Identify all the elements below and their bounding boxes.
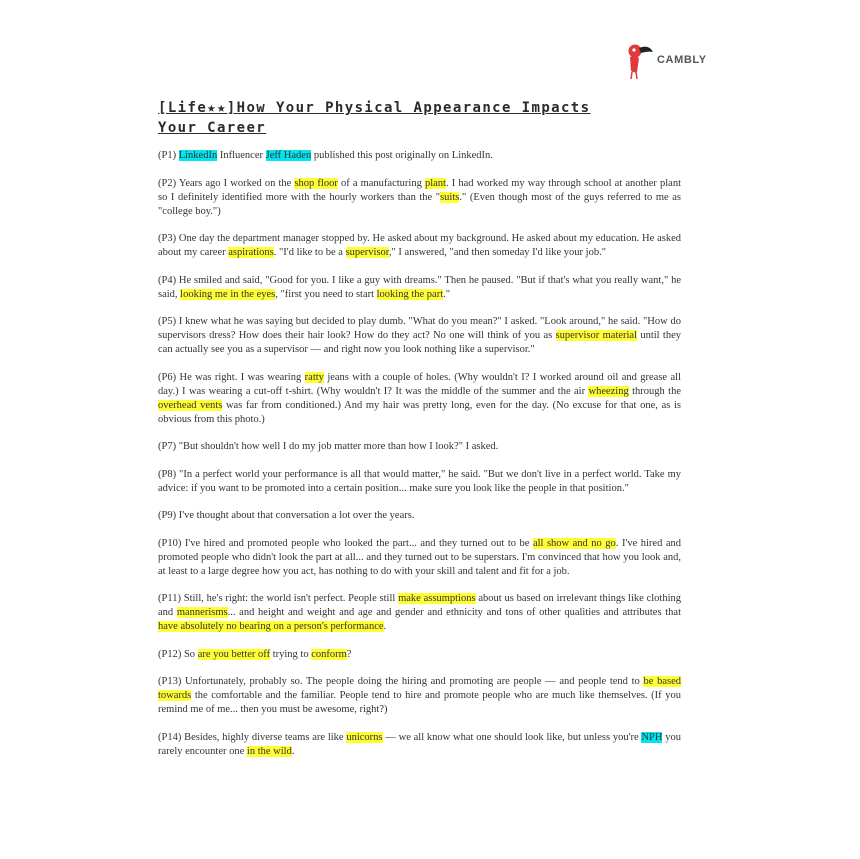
highlighted-term: aspirations bbox=[228, 247, 274, 258]
text-run: you rarely encounter one bbox=[158, 731, 681, 757]
text-run: (P14) Besides, highly diverse teams are like bbox=[158, 731, 347, 743]
paragraph-3 bbox=[158, 232, 681, 260]
text-run: jeans with a couple of holes. (Why wouldn't I? I worked around oil and grease all day.) I was wearing a cut-off t-shirt. (Why wouldn't I? It was the middle of the summer and the air bbox=[158, 371, 681, 397]
text-run: . bbox=[291, 745, 295, 757]
text-run: (P5) I knew what he was saying but decided to play dumb. "What do you mean?" I asked. "Look around," he said. "How do supervisors dress? How does their hair look? How do they act? No one will think of you as bbox=[158, 316, 681, 341]
highlighted-term: make assumptions bbox=[398, 593, 476, 604]
text-run: (P4) He smiled and said, "Good for you. I like a guy with dreams." Then he paused. "But if that's what you really want," he said, bbox=[158, 274, 681, 300]
text-run: ." bbox=[443, 288, 451, 300]
text-run: of a manufacturing bbox=[337, 177, 425, 189]
highlighted-term: conform bbox=[311, 648, 347, 660]
text-run: Influencer bbox=[217, 150, 266, 161]
highlighted-term: shop floor bbox=[294, 177, 338, 189]
highlighted-name: LinkedIn bbox=[178, 150, 218, 161]
paragraph-2 bbox=[158, 177, 681, 219]
text-run: ? bbox=[346, 648, 352, 660]
text-run: about us based on irrelevant things like clothing and bbox=[158, 593, 682, 618]
paragraph-8 bbox=[158, 468, 681, 496]
text-run: through the bbox=[628, 385, 682, 397]
paragraph-11 bbox=[158, 592, 681, 634]
article-body bbox=[158, 149, 681, 772]
highlighted-term: wheezing bbox=[588, 385, 629, 397]
highlighted-term: in the wild bbox=[246, 745, 292, 757]
highlighted-term: overhead vents bbox=[158, 399, 223, 411]
text-run: ," I answered, "and then someday I'd like your job." bbox=[388, 247, 607, 258]
highlighted-term: ratty bbox=[304, 371, 324, 383]
paragraph-4 bbox=[158, 274, 681, 302]
highlighted-term: supervisor bbox=[345, 247, 389, 258]
text-run: was far from conditioned.) And my hair was pretty long, even for the day. (No excuse for that one, as is obvious from this photo.) bbox=[158, 399, 681, 425]
highlighted-name: NPH bbox=[641, 731, 663, 743]
text-run: ... and height and weight and age and gender and ethnicity and tons of other qualities and attributes that bbox=[227, 607, 681, 618]
text-run: published this post originally on LinkedIn. bbox=[311, 150, 493, 161]
text-run: . I've hired and promoted people who didn't look the part at all... and they turned out to be superstars. I'm convinced that how you look and, at least to a large degree how you act, has nothing to do with your skill and talent and fit for a job. bbox=[158, 537, 681, 577]
brand-name: CAMBLY bbox=[657, 54, 707, 66]
paragraph-10 bbox=[158, 537, 681, 579]
highlighted-term: all show and no go bbox=[532, 537, 616, 549]
cambly-logo bbox=[624, 42, 707, 80]
title-line-1: [Life★★]How Your Physical Appearance Impacts bbox=[158, 100, 591, 116]
paragraph-7 bbox=[158, 440, 681, 454]
text-run: (P10) I've hired and promoted people who looked the part... and they turned out to be bbox=[158, 537, 533, 549]
text-run: . bbox=[383, 621, 387, 632]
text-run: — we all know what one should look like, but unless you're bbox=[382, 731, 642, 743]
paragraph-13 bbox=[158, 675, 681, 717]
highlighted-term: are you better off bbox=[197, 648, 271, 660]
paragraph-6 bbox=[158, 371, 681, 427]
highlighted-term: unicorns bbox=[346, 731, 383, 743]
text-run: (P9) I've thought about that conversation a lot over the years. bbox=[158, 510, 415, 521]
text-run: until they can actually see you as a supervisor — and right now you look nothing like a supervisor." bbox=[158, 330, 681, 355]
highlighted-term: have absolutely no bearing on a person's performance bbox=[158, 621, 384, 632]
paragraph-9 bbox=[158, 509, 681, 523]
text-run: . I had worked my way through school at another plant so I definitely identified more with the hourly workers than the " bbox=[158, 177, 681, 203]
highlighted-name: Jeff Haden bbox=[265, 150, 312, 161]
title-line-2: Your Career bbox=[158, 120, 267, 136]
paragraph-1 bbox=[158, 149, 681, 163]
highlighted-term: mannerisms bbox=[176, 607, 228, 618]
highlighted-term: looking me in the eyes bbox=[180, 288, 276, 300]
text-run: (P12) So bbox=[158, 648, 198, 660]
text-run: (P11) Still, he's right: the world isn't perfect. People still bbox=[158, 593, 399, 604]
text-run: (P8) "In a perfect world your performance is all that would matter," he said. "But we don't live in a perfect world. Take my advice: if you want to be promoted into a certain position... make sure you look like the people in that position." bbox=[158, 468, 681, 494]
text-run: the comfortable and the familiar. People tend to hire and promote people who are much like themselves. (If you remind me of me... then you must be awesome, right?) bbox=[158, 690, 681, 715]
highlighted-term: looking the part bbox=[376, 288, 444, 300]
text-run: . "I'd like to be a bbox=[273, 247, 346, 258]
highlighted-term: suits bbox=[440, 191, 460, 203]
text-run: (P13) Unfortunately, probably so. The people doing the hiring and promoting are people — and people tend to bbox=[158, 676, 644, 687]
text-run: (P6) He was right. I was wearing bbox=[158, 371, 305, 383]
text-run: (P3) One day the department manager stopped by. He asked about my background. He asked about my education. He asked about my career bbox=[158, 233, 681, 258]
paragraph-14 bbox=[158, 731, 681, 759]
document-title bbox=[158, 98, 658, 138]
highlighted-term: supervisor material bbox=[555, 330, 638, 341]
text-run: trying to bbox=[270, 648, 312, 660]
text-run: (P7) "But shouldn't how well I do my job matter more than how I look?" I asked. bbox=[158, 441, 499, 452]
highlighted-term: be based towards bbox=[158, 676, 681, 701]
highlighted-term: plant bbox=[424, 177, 446, 189]
toucan-icon bbox=[624, 42, 654, 80]
text-run: (P1) bbox=[158, 150, 179, 161]
text-run: , "first you need to start bbox=[275, 288, 377, 300]
text-run: (P2) Years ago I worked on the bbox=[158, 177, 295, 189]
paragraph-12 bbox=[158, 648, 681, 662]
paragraph-5 bbox=[158, 315, 681, 357]
text-run: ." (Even though most of the guys referred to me as "college boy.") bbox=[158, 191, 681, 217]
